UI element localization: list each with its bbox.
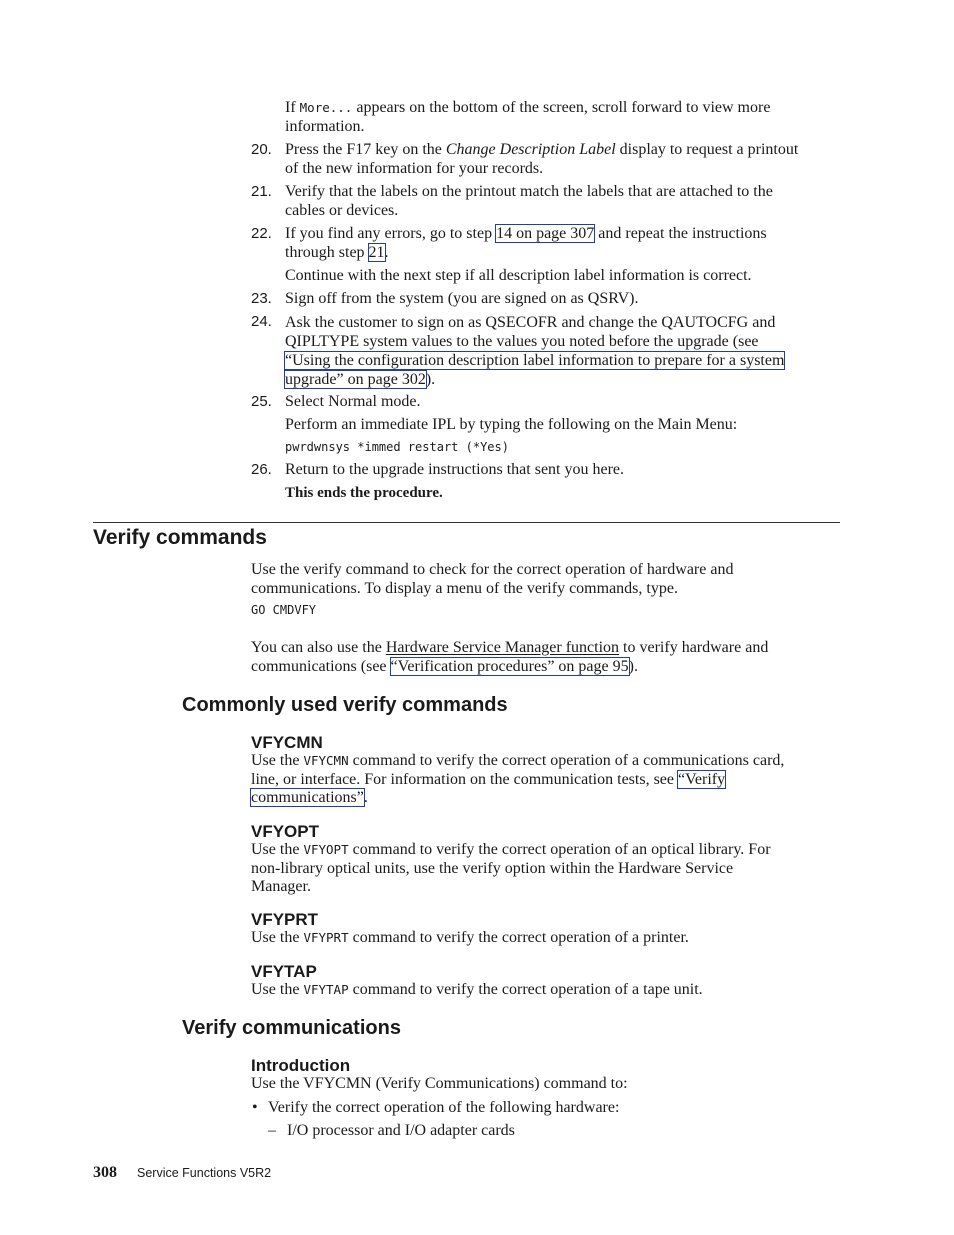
step-number: 26.	[251, 461, 272, 478]
text: of the new information for your records.	[285, 159, 544, 177]
inline-code: VFYCMN	[303, 753, 349, 768]
text: .	[384, 243, 389, 261]
verification-procedures-link[interactable]: “Verification procedures” on page 95	[390, 658, 629, 675]
sub-item: I/O processor and I/O adapter cards	[287, 1122, 515, 1139]
heading-vfyopt: VFYOPT	[251, 822, 320, 841]
text: Use the	[251, 841, 304, 858]
text: Verify that the labels on the printout match the labels that are attached to the	[285, 183, 773, 200]
step-21-link[interactable]: 21	[368, 243, 385, 261]
step-26-text: Return to the upgrade instructions that sent you here.	[285, 461, 625, 478]
text: If	[285, 99, 300, 116]
procedure-end: This ends the procedure.	[285, 485, 443, 501]
text: and repeat the instructions	[594, 225, 767, 242]
heading-verify-commands: Verify commands	[93, 526, 267, 549]
inline-code: VFYPRT	[303, 930, 349, 945]
text: Press the F17 key on the	[285, 141, 446, 158]
text: ).	[425, 371, 436, 388]
bullet-item: Verify the correct operation of the following hardware:	[268, 1099, 620, 1116]
text: line, or interface. For information on the communication tests, see	[251, 770, 678, 788]
continue-note: Continue with the next step if all description label information is correct.	[285, 267, 752, 284]
step-23-text: Sign off from the system (you are signed on as QSRV).	[285, 290, 639, 307]
text: Use the	[251, 929, 304, 946]
heading-common-verify-commands: Commonly used verify commands	[182, 694, 508, 716]
inline-code: More...	[299, 100, 353, 115]
text: communications. To display a menu of the verify commands, type.	[251, 579, 678, 597]
text: communications (see	[251, 658, 391, 675]
footer-title: Service Functions V5R2	[137, 1166, 272, 1180]
step-20-text	[285, 141, 798, 178]
text: Use the	[251, 981, 304, 998]
step-number: 25.	[251, 393, 272, 410]
text: .	[363, 789, 368, 806]
text: Manager.	[251, 878, 311, 895]
step-22-text	[285, 225, 767, 262]
vfycmn-description	[251, 752, 784, 808]
step-number: 20.	[251, 141, 272, 158]
text: If you find any errors, go to step	[285, 225, 497, 242]
section-divider	[93, 522, 840, 523]
step-number: 21.	[251, 183, 272, 200]
heading-vfycmn: VFYCMN	[251, 733, 323, 752]
more-note	[285, 99, 770, 136]
heading-vfytap: VFYTAP	[251, 962, 317, 981]
text: through step	[285, 243, 369, 261]
heading-vfyprt: VFYPRT	[251, 910, 319, 929]
text: command to verify the correct operation of a printer.	[348, 929, 689, 946]
display-name: Change Description Label	[445, 141, 616, 158]
bullet-icon: •	[252, 1099, 258, 1116]
vfyprt-description	[251, 929, 689, 948]
text: display to request a printout	[615, 141, 799, 158]
heading-introduction: Introduction	[251, 1056, 351, 1075]
text: command to verify the correct operation of a tape unit.	[348, 981, 703, 998]
dash-icon: –	[268, 1122, 276, 1139]
inline-code: VFYTAP	[303, 982, 349, 997]
intro-paragraph: Use the VFYCMN (Verify Communications) command to:	[251, 1075, 628, 1092]
text: information.	[285, 117, 365, 135]
text: Use the	[251, 752, 304, 769]
config-label-link[interactable]: “Using the configuration description label information to prepare for a system	[285, 352, 785, 369]
verify-intro-paragraph	[251, 561, 733, 598]
text: cables or devices.	[285, 201, 399, 219]
text: Ask the customer to sign on as QSECOFR and change the QAUTOCFG and	[285, 314, 776, 331]
step-25-ipl: Perform an immediate IPL by typing the following on the Main Menu:	[285, 416, 738, 433]
step-24-text	[285, 313, 784, 389]
text: to verify hardware and	[619, 639, 769, 656]
text: non-library optical units, use the verify option within the Hardware Service	[251, 859, 734, 877]
ipl-command-code: pwrdwnsys *immed restart (*Yes)	[285, 440, 509, 454]
text: QIPLTYPE system values to the values you noted before the upgrade (see	[285, 333, 759, 350]
vfytap-description	[251, 981, 703, 1000]
text: You can also use the	[251, 639, 386, 656]
text: ).	[628, 658, 638, 675]
text: appears on the bottom of the screen, scroll forward to view more	[352, 99, 771, 116]
step-21-text	[285, 183, 773, 220]
step-25-text: Select Normal mode.	[285, 393, 421, 410]
hsm-link[interactable]: Hardware Service Manager function	[385, 639, 620, 656]
text: command to verify the correct operation of a communications card,	[348, 752, 785, 769]
vfyopt-description	[251, 841, 771, 897]
text: command to verify the correct operation of an optical library. For	[348, 841, 771, 858]
verify-communications-link[interactable]: “Verify	[678, 770, 726, 788]
hsm-paragraph	[251, 638, 768, 676]
inline-code: VFYOPT	[303, 842, 349, 857]
heading-verify-communications: Verify communications	[182, 1017, 401, 1039]
step-number: 24.	[251, 313, 272, 330]
step-number: 22.	[251, 225, 272, 242]
text: Use the verify command to check for the correct operation of hardware and	[251, 561, 734, 578]
step-number: 23.	[251, 290, 272, 307]
step-14-link[interactable]: 14 on page 307	[496, 225, 595, 242]
go-cmdvfy-code: GO CMDVFY	[251, 603, 317, 617]
config-label-link-cont[interactable]: upgrade” on page 302	[285, 371, 426, 388]
verify-communications-link-cont[interactable]: communications”	[251, 789, 364, 806]
page-number: 308	[93, 1164, 117, 1181]
